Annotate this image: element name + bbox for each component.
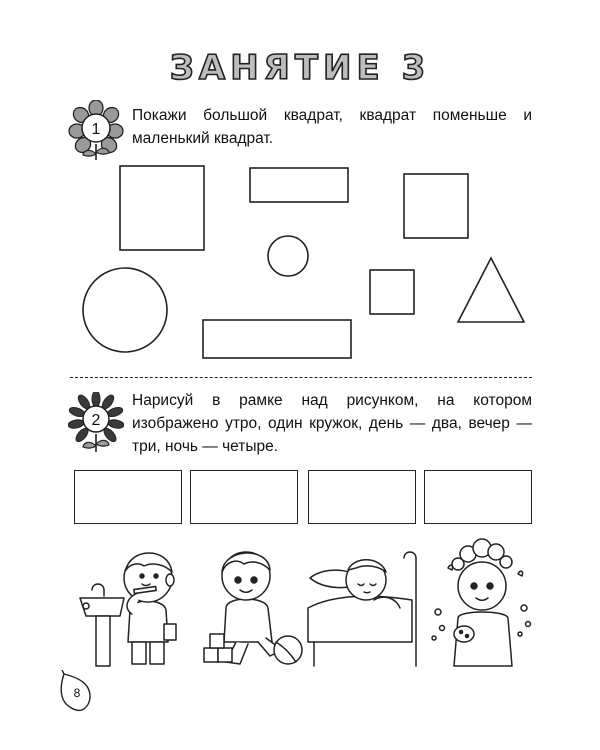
bottom-rectangle[interactable] [203, 320, 351, 358]
answer-frame-4[interactable] [424, 470, 532, 524]
child-bathing-illustration [428, 538, 538, 670]
large-circle[interactable] [83, 268, 167, 352]
medium-square[interactable] [404, 174, 468, 238]
top-rectangle[interactable] [250, 168, 348, 202]
answer-frame-3[interactable] [308, 470, 416, 524]
triangle[interactable] [458, 258, 524, 322]
task-1-number: 1 [91, 121, 101, 138]
child-sleeping-illustration [304, 538, 424, 670]
task-1-instruction: Покажи большой квадрат, квадрат поменьше и маленький квадрат. [132, 107, 532, 147]
section-divider [70, 377, 532, 378]
large-square[interactable] [120, 166, 204, 250]
boy-playing-blocks-illustration [196, 538, 306, 670]
task-2-flower-badge [68, 392, 124, 454]
page-title: ЗАНЯТИЕ 3 [169, 48, 431, 88]
answer-frame-1[interactable] [74, 470, 182, 524]
small-circle[interactable] [268, 236, 308, 276]
task-2-number: 2 [91, 412, 101, 429]
boy-brushing-teeth-illustration [72, 538, 190, 670]
small-square[interactable] [370, 270, 414, 314]
answer-frame-2[interactable] [190, 470, 298, 524]
task-2-instruction: Нарисуй в рамке над рисунком, на котором изображено утро, один кружок, день — два, вечер — три, ночь — четыре. [132, 392, 532, 455]
page-number: 8 [73, 686, 81, 700]
